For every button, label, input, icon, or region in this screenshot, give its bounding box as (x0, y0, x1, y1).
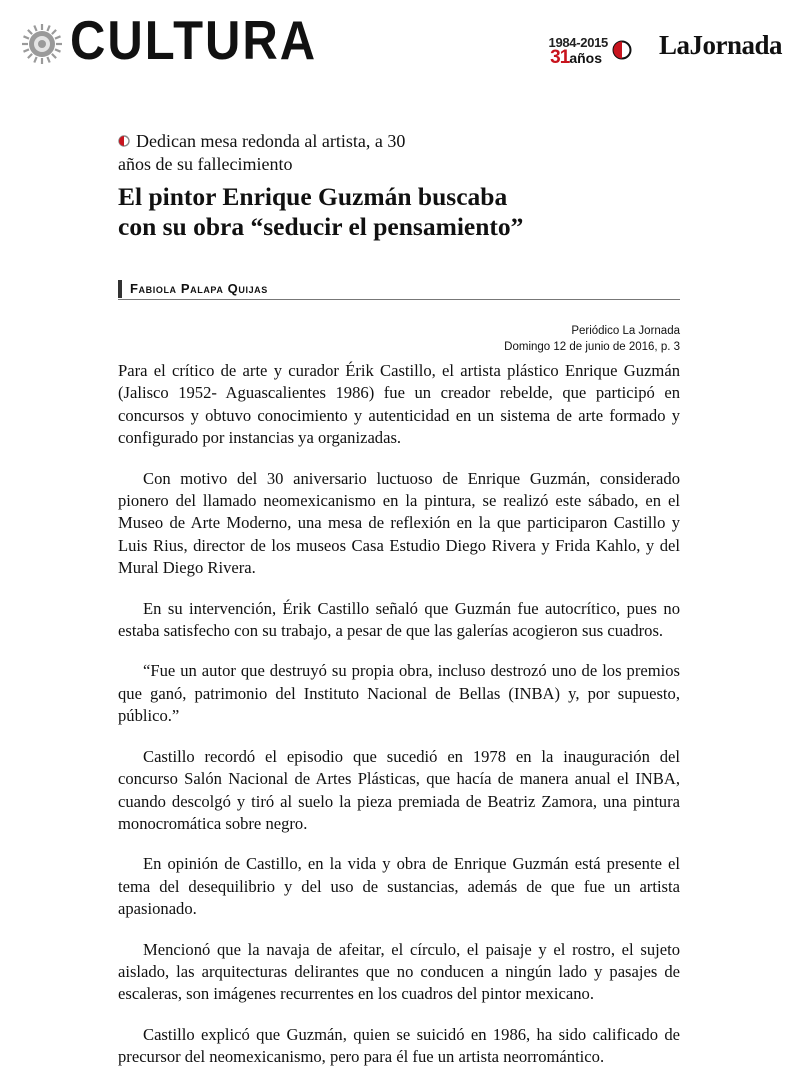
article-body (118, 360, 680, 1087)
brand-logo (542, 30, 782, 66)
half-circle-bullet-icon (118, 135, 130, 147)
jornada-mark-icon (612, 40, 632, 60)
source-name: Periódico La Jornada (571, 325, 680, 337)
sun-emblem-icon (20, 22, 64, 66)
paragraph: Con motivo del 30 aniversario luctuoso de Enrique Guzmán, considerado pionero del llamado neomexicanismo en la pintura, se realizó este sábado, en el Museo de Arte Moderno, una mesa de reflexión en la que participaron Castillo y Luis Rius, director de los museos Casa Estudio Diego Rivera y Frida Kahlo, y del Mural Diego Rivera. (118, 468, 680, 578)
paragraph: “Fue un autor que destruyó su propia obra, incluso destrozó uno de los premios que ganó, patrimonio del Instituto Nacional de Bellas (INBA) y, por supuesto, público.” (118, 661, 680, 726)
byline-bar (118, 280, 680, 300)
byline-marker (118, 280, 122, 298)
section-title: CULTURA (70, 10, 318, 72)
paragraph: Mencionó que la navaja de afeitar, el círculo, el paisaje y el rostro, el sujeto aislado, las arquitecturas delirantes que no conducen a ningún lado y pasajes de escaleras, son imágenes recurrentes en los cuadros del pintor mexicano. (118, 939, 680, 1004)
brand-name: LaJornada (658, 30, 782, 60)
paragraph: Castillo recordó el episodio que sucedió en 1978 en la inauguración del concurso Salón Nacional de Artes Plásticas, que hacía de manera anual el INBA, cuando descolgó y tiró al suelo la pieza premiada de Beatriz Zamora, una pintura monocromática sobre negro. (118, 746, 680, 833)
paragraph: Castillo explicó que Guzmán, quien se suicidó en 1986, ha sido calificado de precursor del neomexicanismo, pero para él fue un artista neorromántico. (118, 1024, 680, 1067)
source-date: Domingo 12 de junio de 2016, p. 3 (504, 341, 680, 353)
paragraph: En opinión de Castillo, en la vida y obra de Enrique Guzmán está presente el tema del desequilibrio y del uso de sustancias, además de que fue un artista apasionado. (118, 854, 680, 919)
source-info (504, 323, 680, 355)
article-headline: El pintor Enrique Guzmán buscaba con su obra “seducir el pensamiento” (118, 182, 524, 241)
byline: Fabiola Palapa Quijas (130, 281, 268, 296)
brand-anniversary (550, 48, 602, 67)
anniversary-word: años (569, 50, 602, 66)
brand-years: 1984-2015 (548, 35, 608, 50)
kicker-text: Dedican mesa redonda al artista, a 30 años de su fallecimiento (118, 131, 406, 174)
paragraph: En su intervención, Érik Castillo señaló que Guzmán fue autocrítico, pues no estaba satisfecho con su trabajo, a pesar de que las galerías acogieron sus cuadros. (118, 598, 680, 641)
paragraph: Para el crítico de arte y curador Érik Castillo, el artista plástico Enrique Guzmán (Jalisco 1952- Aguascalientes 1986) fue un creador rebelde, que participó en concursos y obtuvo conocimiento y autenticidad en un sistema de arte formado y configurado por instancias ya organizadas. (118, 361, 680, 448)
anniversary-number: 31 (550, 47, 570, 68)
article-kicker (118, 130, 438, 176)
